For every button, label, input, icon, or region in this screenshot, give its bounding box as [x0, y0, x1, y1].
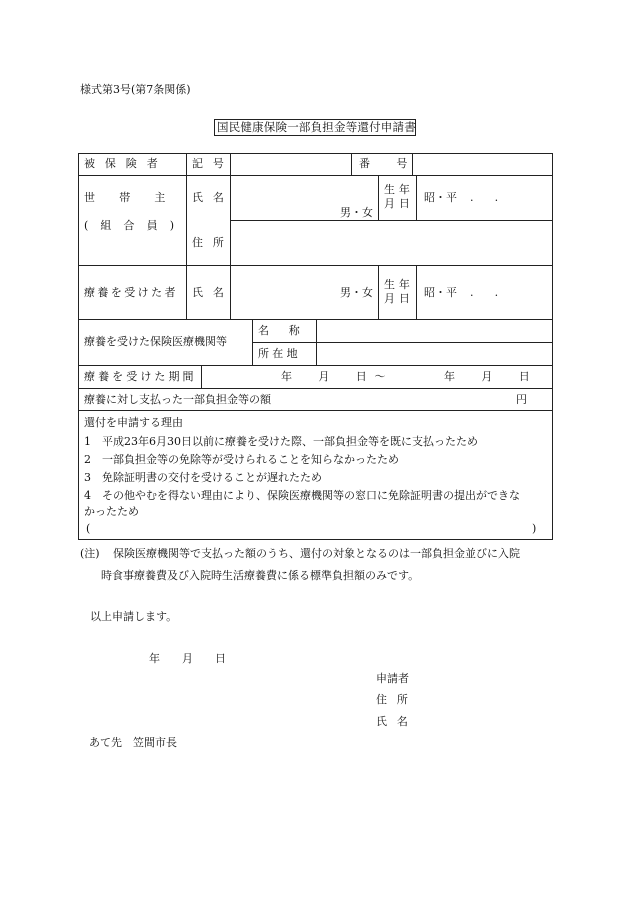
applicant-name-label: 氏名 [376, 715, 418, 728]
other-reason-close-paren: ) [532, 522, 537, 535]
patient-name-label: 氏名 [192, 286, 234, 299]
householder-name-label: 氏名 [192, 191, 234, 204]
row-divider [78, 365, 552, 366]
col-divider [378, 265, 379, 319]
application-date[interactable]: 年 月 日 [149, 652, 226, 665]
householder-sub-label: (組合員) [84, 219, 187, 232]
reason-item-4-continued: かったため [84, 505, 139, 518]
col-divider [186, 265, 187, 319]
reason-item-2[interactable]: 2 一部負担金等の免除等が受けられることを知らなかったため [84, 453, 399, 466]
col-divider [186, 153, 187, 265]
patient-gender-option[interactable]: 男・女 [340, 286, 373, 299]
period-from[interactable]: 年 月 日～ [281, 370, 394, 383]
reason-item-1[interactable]: 1 平成23年6月30日以前に療養を受けた際、一部負担金等を既に支払ったため [84, 435, 478, 448]
insured-number-field[interactable] [416, 156, 546, 172]
insured-symbol-field[interactable] [234, 156, 346, 172]
col-divider [378, 175, 379, 220]
row-divider [78, 265, 552, 266]
applicant-address-label: 住所 [376, 693, 418, 706]
patient-era-option[interactable]: 昭・平 [424, 286, 457, 299]
patient-birth-label: 生年月日 [384, 278, 414, 305]
householder-birth-label: 生年月日 [384, 183, 414, 210]
row-divider [78, 175, 552, 176]
insured-label: 被保険者 [84, 157, 168, 170]
other-reason-open-paren: ( [86, 522, 91, 535]
institution-location-label: 所在地 [258, 347, 301, 360]
row-divider [78, 319, 552, 320]
householder-name-field[interactable] [234, 180, 374, 200]
declaration: 以上申請します。 [90, 610, 178, 623]
amount-field[interactable] [300, 392, 510, 408]
householder-label: 世帯主 [84, 191, 190, 204]
householder-era-option[interactable]: 昭・平 [424, 191, 457, 204]
institution-label: 療養を受けた保険医療機関等 [84, 335, 227, 348]
col-divider [230, 175, 231, 265]
note-line-1: 保険医療機関等で支払った額のうち、還付の対象となるのは一部負担金並びに入院 [113, 547, 520, 560]
symbol-label: 記号 [192, 157, 234, 170]
householder-address-field[interactable] [234, 226, 546, 258]
note-line-2: 時食事療養費及び入院時生活療養費に係る標準負担額のみです。 [101, 569, 420, 582]
row-divider [78, 410, 552, 411]
institution-name-field[interactable] [320, 322, 546, 340]
form-title-box [214, 119, 416, 136]
applicant-address-field[interactable] [420, 690, 550, 706]
period-label: 療養を受けた期間 [84, 370, 197, 383]
amount-label: 療養に対し支払った一部負担金等の額 [84, 393, 271, 406]
applicant-label: 申請者 [376, 672, 409, 685]
period-to[interactable]: 年 月 日 [444, 370, 538, 383]
institution-name-label: 名称 [258, 324, 320, 337]
col-divider [416, 175, 417, 220]
reason-item-4[interactable]: 4 その他やむを得ない理由により、保険医療機関等の窓口に免除証明書の提出ができな [84, 489, 520, 502]
householder-address-label: 住所 [192, 236, 234, 249]
col-divider [351, 153, 352, 175]
applicant-name-field[interactable] [420, 712, 550, 728]
row-divider [230, 220, 552, 221]
amount-unit: 円 [516, 393, 527, 406]
patient-label: 療養を受けた者 [84, 286, 178, 299]
col-divider [252, 319, 253, 365]
addressee: あて先 笠間市長 [89, 736, 177, 749]
reasons-heading: 還付を申請する理由 [84, 416, 183, 429]
reason-item-3[interactable]: 3 免除証明書の交付を受けることが遅れたため [84, 471, 322, 484]
patient-birth-date[interactable]: . . [470, 286, 507, 299]
form-title: 国民健康保険一部負担金等還付申請書 [217, 120, 416, 134]
col-divider [201, 365, 202, 388]
number-label: 番号 [359, 157, 434, 170]
col-divider [416, 265, 417, 319]
row-divider [252, 342, 552, 343]
note-label: (注) [80, 547, 100, 560]
other-reason-field[interactable] [96, 521, 524, 536]
form-number: 様式第3号(第7条関係) [80, 83, 191, 96]
householder-birth-date[interactable]: . . [470, 191, 507, 204]
institution-location-field[interactable] [320, 345, 546, 363]
householder-gender-option[interactable]: 男・女 [340, 206, 373, 219]
row-divider [78, 388, 552, 389]
